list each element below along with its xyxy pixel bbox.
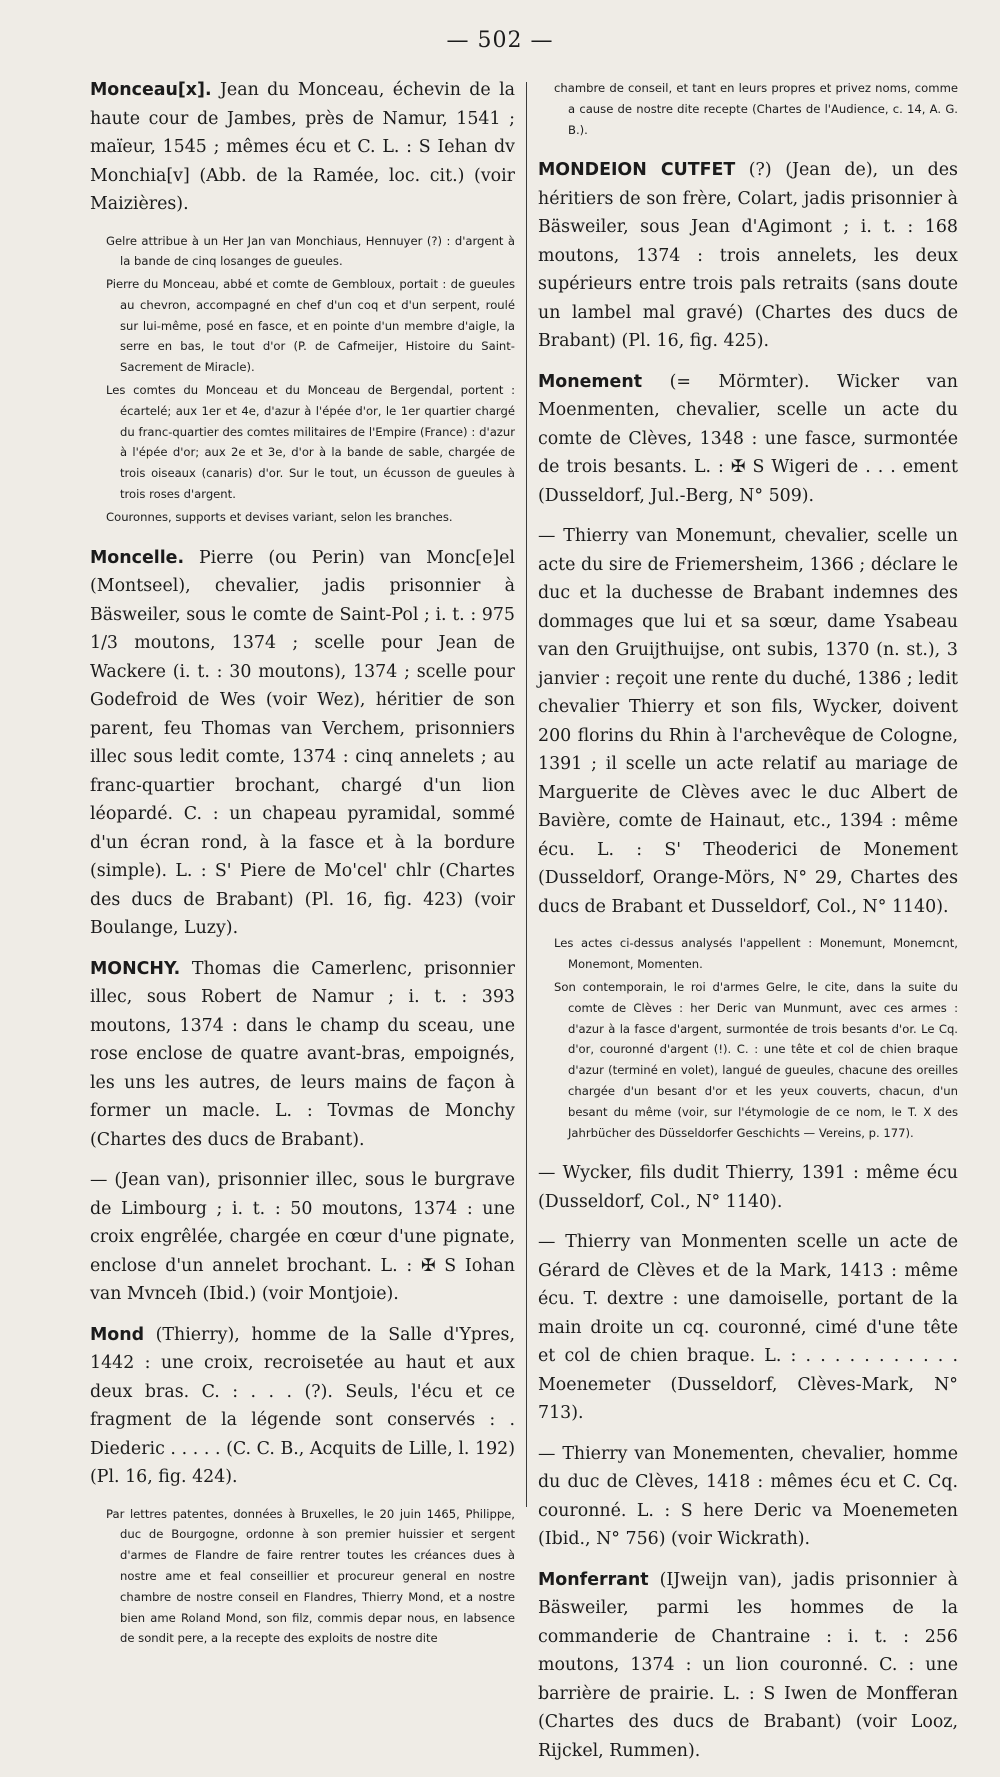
entry-monferrant <box>538 1566 958 1766</box>
footnote: Gelre attribue à un Her Jan van Monchiaus, Hennuyer (?) : d'argent à la bande de cinq losanges de gueules. <box>106 233 515 269</box>
footnote: Les comtes du Monceau et du Monceau de Bergendal, portent : écartelé; aux 1er et 4e, d'azur à l'épée d'or, le 1er quartier chargé du franc-quartier des comtes militaires de l'Empire (France) : d'azur à l'épée d'or; aux 2e et 3e, d'or à la bande de sable, chargée de trois oiseaux (canaris) d'or. Sur le tout, un écusson de gueules à trois roses d'argent. <box>106 383 515 502</box>
entry-heading: Mond <box>90 1324 145 1345</box>
entry-monchy-jean: — (Jean van), prisonnier illec, sous le burgrave de Limbourg ; i. t. : 50 moutons, 1374 : une croix engrêlée, chargée en cœur d'une pignate, enclose d'un annelet brochant. L. : ✠ S Iohan van Mvnceh (Ibid.) (voir Montjoie). <box>90 1170 515 1305</box>
entry-monemunt: — Thierry van Monemunt, chevalier, scelle un acte du sire de Friemersheim, 1366 ; déclare le duc et la duchesse de Brabant indemnes des dommages que lui et sa sœur, dame Ysabeau van den Gruijthuijse, ont subis, 1370 (n. st.), 3 janvier : reçoit une rente du duché, 1386 ; ledit chevalier Thierry et son fils, Wycker, doivent 200 florins du Rhin à l'archevêque de Cologne, 1391 ; il scelle un acte relatif au mariage de Marguerite de Clèves avec le duc Albert de Bavière, comte de Hainaut, etc., 1394 : même écu. L. : S' Theoderici de Monement (Dusseldorf, Orange-Mörs, N° 29, Chartes des ducs de Brabant et Dusseldorf, Col., N° 1140). <box>538 526 958 917</box>
entry-monement <box>538 368 958 511</box>
footnote: Son contemporain, le roi d'armes Gelre, le cite, dans la suite du comte de Clèves : her Deric van Munmunt, avec ces armes : d'azur à la fasce d'argent, surmontée de trois besants d'or. Le Cq. d'or, couronné d'argent (!). C. : une tête et col de chien braque d'azur (terminé en volet), langué de gueules, chacune des oreilles chargée d'un besant d'or et les yeux couverts, chacun, d'un besant du même (voir, sur l'étymologie de ce nom, le T. X des Jahrbücher des Düsseldorfer Geschichts — Vereins, p. 177). <box>554 979 958 1140</box>
right-column <box>538 76 958 1777</box>
entry-text: (?) (Jean de), un des héritiers de son frère, Colart, jadis prisonnier à Bäsweiler, sous Jean d'Agimont ; i. t. : 168 moutons, 1374 : trois annelets, les deux supérieurs entre trois pals retraits (sans doute un lambel mal gravé) (Chartes des ducs de Brabant) (Pl. 16, fig. 425). <box>538 160 958 352</box>
entry-monceau <box>90 76 515 219</box>
entry-heading: Monement <box>538 371 643 392</box>
footnote: Par lettres patentes, données à Bruxelles, le 20 juin 1465, Philippe, duc de Bourgogne, ordonne à son premier huissier et sergent d'armes de Flandre de faire rentrer toutes les créances dues à nostre ame et feal conseillier et procureur general en nostre chambre de nostre conseil en Flandres, Thierry Mond, et a nostre bien ame Roland Mond, son filz, commis depar nous, en labsence de sondit pere, a la recepte des exploits de nostre dite <box>106 1506 515 1646</box>
entry-text: Pierre (ou Perin) van Monc[e]el (Montseel), chevalier, jadis prisonnier à Bäsweiler, sous le comte de Saint-Pol ; i. t. : 975 1/3 moutons, 1374 ; scelle pour Jean de Wackere (i. t. : 30 moutons), 1374 ; scelle pour Godefroid de Wes (voir Wez), héritier de son parent, feu Thomas van Verchem, prisonniers illec sous ledit comte, 1374 : cinq annelets ; au franc-quartier brochant, chargé d'un lion léopardé. C. : un chapeau pyramidal, sommé d'un écran rond, à la fasce et à la bordure (simple). L. : S' Piere de Mo'cel' chlr (Chartes des ducs de Brabant) (Pl. 16, fig. 423) (voir Boulange, Luzy). <box>90 547 515 939</box>
entry-mond <box>90 1321 515 1492</box>
entry-monementen: — Thierry van Monementen, chevalier, homme du duc de Clèves, 1418 : mêmes écu et C. Cq. couronné. L. : S here Deric va Moenemeten (Ibid., N° 756) (voir Wickrath). <box>538 1443 958 1550</box>
entry-heading: Monceau[x]. <box>90 80 212 100</box>
entry-text: Thomas die Camerlenc, prisonnier illec, sous Robert de Namur ; i. t. : 393 moutons, 1374 : dans le champ du sceau, une rose enclose de quatre avant-bras, empoignés, les uns les autres, de leurs mains de façon à former un macle. L. : Tovmas de Monchy (Chartes des ducs de Brabant). <box>90 958 515 1150</box>
entry-text: (= Mörmter). Wicker van Moenmenten, chevalier, scelle un acte du comte de Clèves, 1348 : une fasce, surmontée de trois besants. L. : ✠ S Wigeri de . . . ement (Dusseldorf, Jul.-Berg, N° 509). <box>538 371 958 506</box>
column-divider <box>526 82 527 1507</box>
entry-moncelle <box>90 544 515 943</box>
left-column <box>90 76 515 1651</box>
entry-text: (Thierry), homme de la Salle d'Ypres, 1442 : une croix, recroisetée au haut et aux deux bras. C. : . . . (?). Seuls, l'écu et ce fragment de la légende sont conservés : . Diederic . . . . . (C. C. B., Acquits de Lille, l. 192) (Pl. 16, fig. 424). <box>90 1324 515 1488</box>
footnote: chambre de conseil, et tant en leurs propres et privez noms, comme a cause de nostre dite recepte (Chartes de l'Audience, c. 14, A. G. B.). <box>554 81 958 137</box>
entry-text: (IJweijn van), jadis prisonnier à Bäsweiler, parmi les hommes de la commanderie de Chantraine : i. t. : 256 moutons, 1374 : un lion couronné. C. : une barrière de prairie. L. : S Iwen de Monfferan (Chartes des ducs de Brabant) (voir Looz, Rijckel, Rummen). <box>538 1569 958 1761</box>
footnote: Couronnes, supports et devises variant, selon les branches. <box>106 509 453 524</box>
entry-heading: MONCHY. <box>90 958 181 979</box>
entry-monmenten: — Thierry van Monmenten scelle un acte de Gérard de Clèves et de la Mark, 1413 : même écu. T. dextre : une damoiselle, portant de la main droite un cq. couronné, cimé d'une tête et col de chien braque. L. : . . . . . . . . . . . Moenemeter (Dusseldorf, Clèves-Mark, N° 713). <box>538 1232 958 1424</box>
footnote: Les actes ci-dessus analysés l'appellent : Monemunt, Monemcnt, Monemont, Momenten. <box>554 936 958 972</box>
entry-mondeion <box>538 156 958 356</box>
entry-text: Jean du Monceau, échevin de la haute cour de Jambes, près de Namur, 1541 ; maïeur, 1545 ; mêmes écu et C. L. : S Iehan dv Monchia[v] (Abb. de la Ramée, loc. cit.) (voir Maizières). <box>90 80 515 214</box>
entry-heading: MONDEION CUTFET <box>538 160 736 181</box>
footnote: Pierre du Monceau, abbé et comte de Gembloux, portait : de gueules au chevron, accompagné en chef d'un coq et d'un serpent, roulé sur lui-même, posé en fasce, et en pointe d'un membre d'aigle, la serre en bas, le tout d'or (P. de Cafmeijer, Histoire du Saint-Sacrement de Miracle). <box>106 277 515 375</box>
entry-heading: Monferrant <box>538 1569 649 1590</box>
page-number: — 502 — <box>446 28 554 53</box>
entry-heading: Moncelle. <box>90 547 185 568</box>
entry-monchy <box>90 955 515 1155</box>
entry-wycker: — Wycker, fils dudit Thierry, 1391 : même écu (Dusseldorf, Col., N° 1140). <box>538 1163 958 1212</box>
